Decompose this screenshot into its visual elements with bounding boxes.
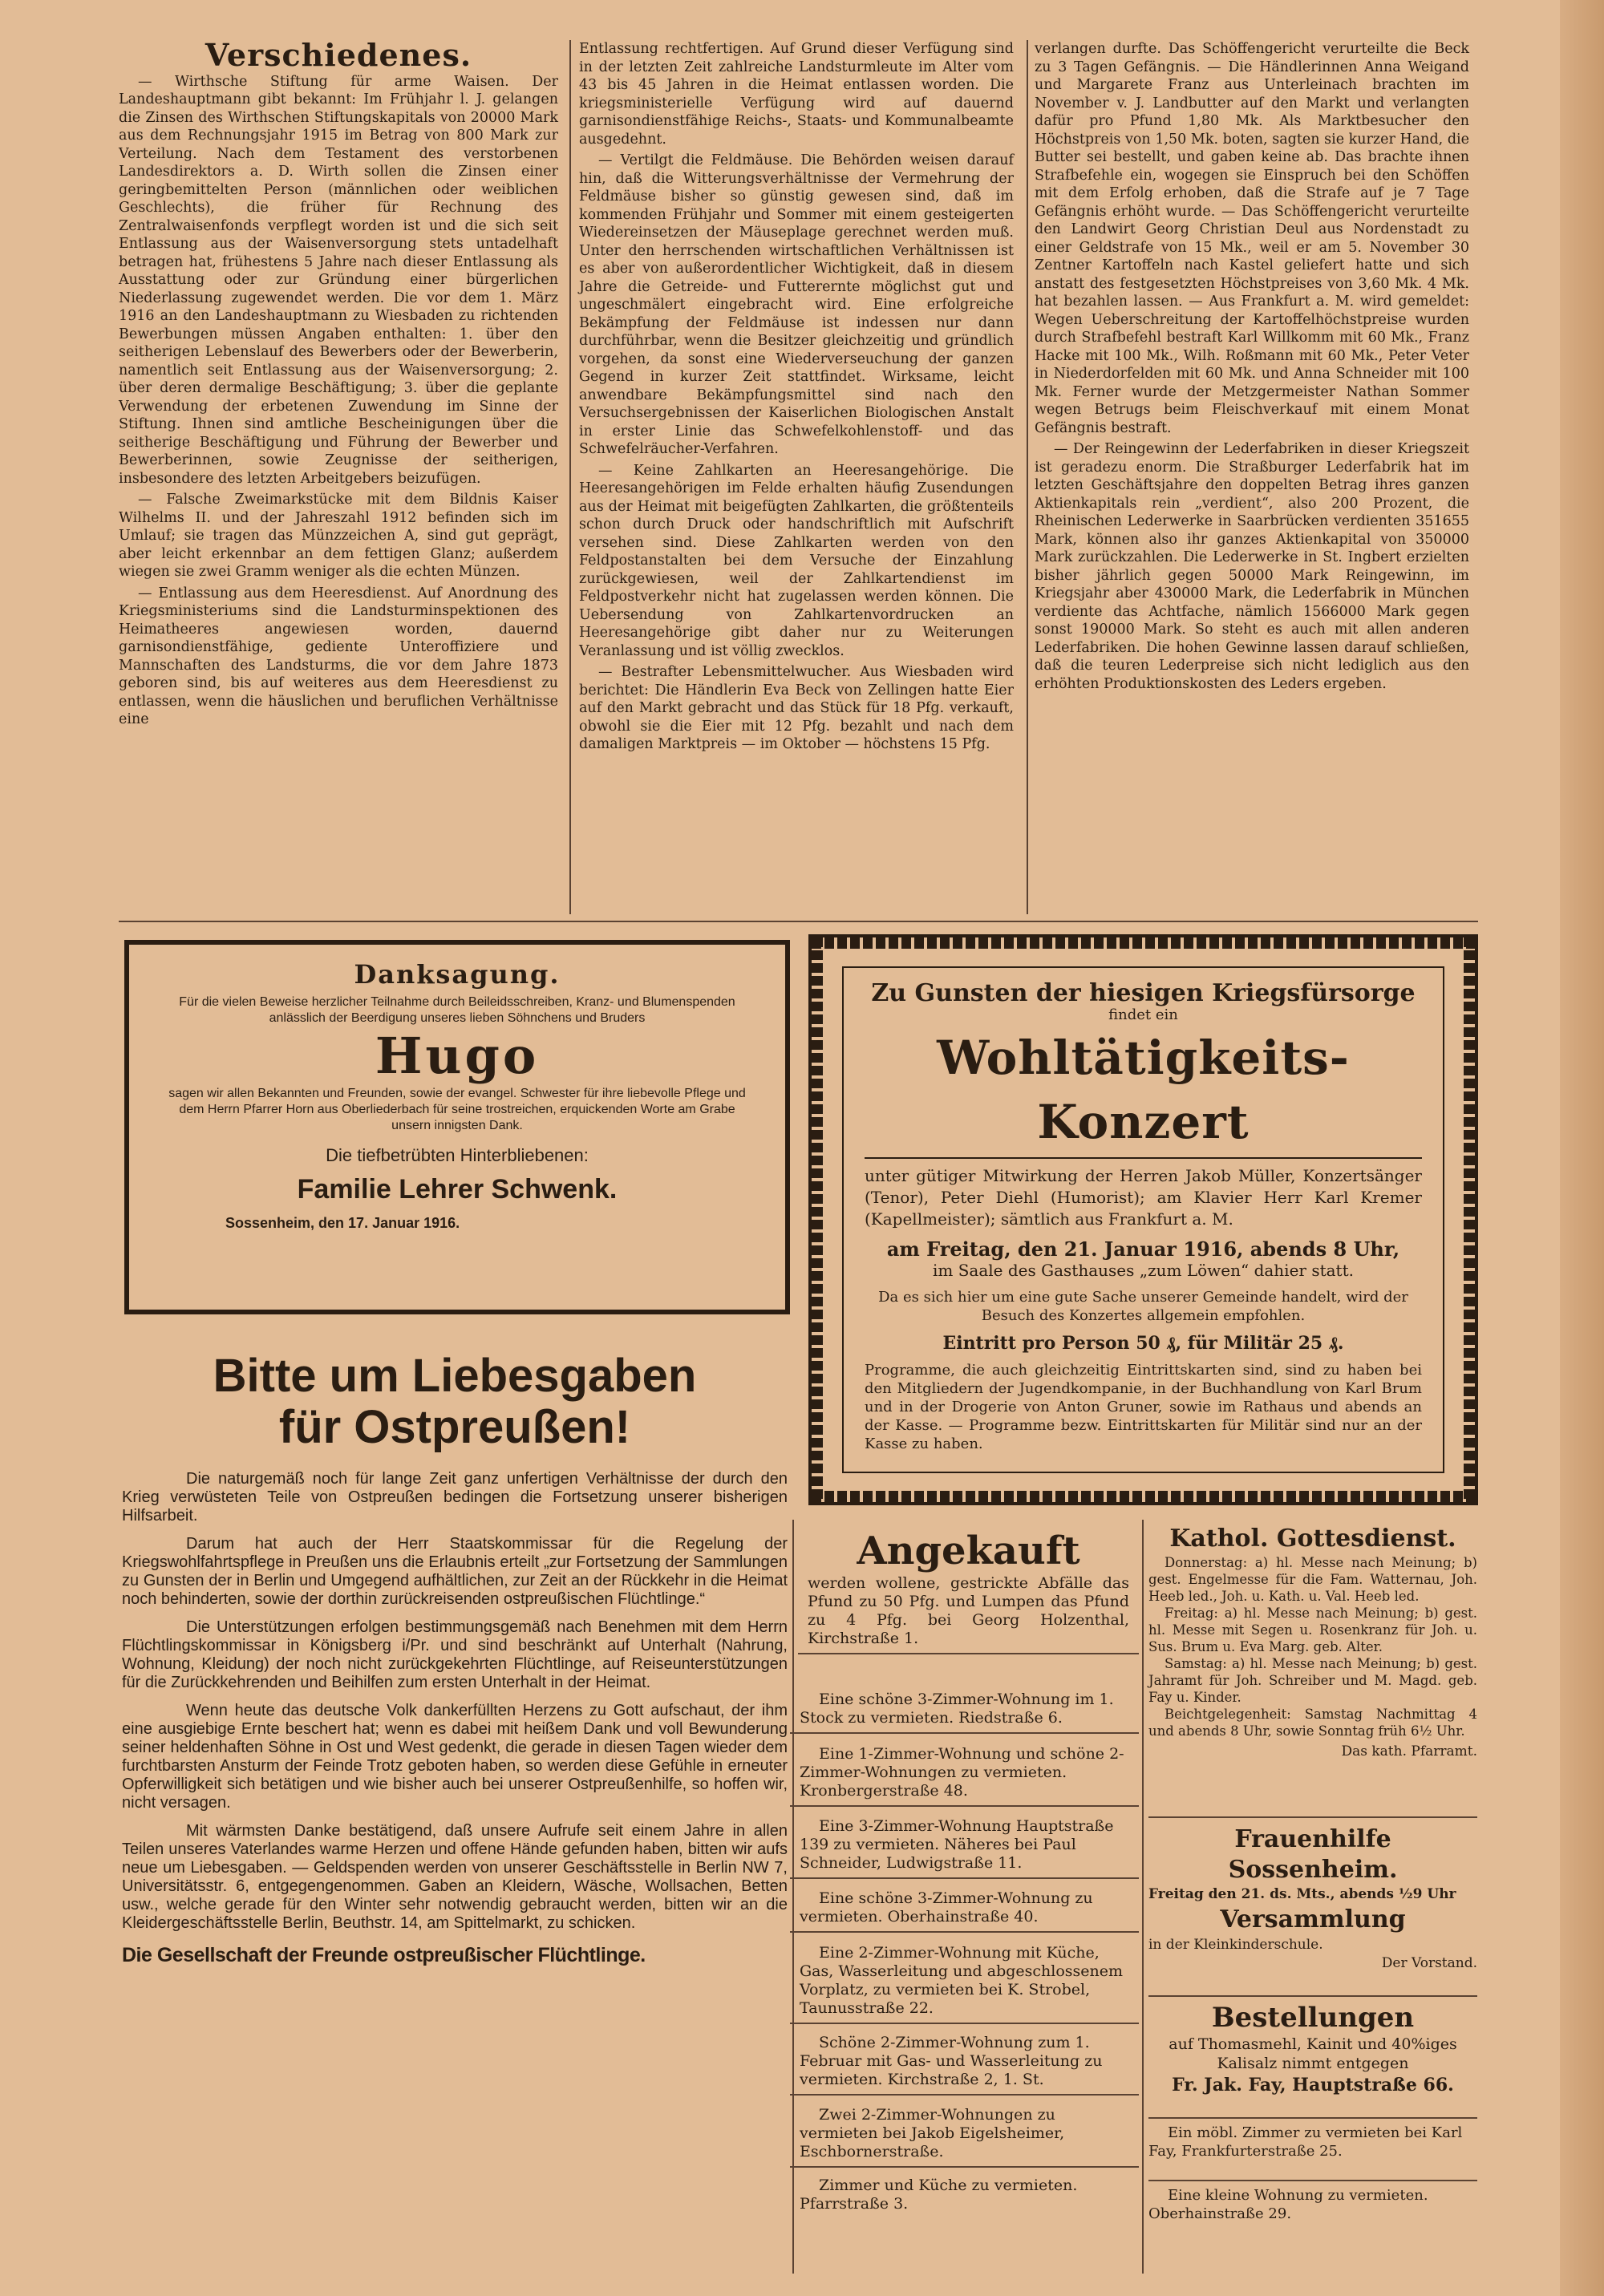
article-entlassung: — Entlassung aus dem Heeresdienst. Auf Anordnung des Kriegsministeriums sind die Landsturminspektionen des Heimatheeres angewiesen worden, dauernd garnisondienstfähige, gediente Unteroffiziere und Mannschaften des Landsturms, die vor dem Jahre 1873 geboren sind, bis auf weiteres aus dem Heeresdienst zu entlassen, wenn die häuslichen und beruflichen Verhältnisse eine [119,585,558,727]
konzert-rule [865,1157,1422,1159]
rental-ad-text: Zimmer und Küche zu vermieten. Pfarrstraße 3. [800,2177,1078,2213]
appeal-para: Darum hat auch der Herr Staatskommissar für die Regelung der Kriegswohlfahrtspflege in Preußen uns die Erlaubnis erteilt „zur Fortsetzung der Sammlungen zu Gunsten der in Berlin und Umgegend aufhältlichen, zur Zeit an der Rückkehr in die Heimat noch behinderten, sowie der dorthin zurückreisenden ostpreußischen Flüchtlinge.“ [122,1535,788,1608]
appeal-para: Die Unterstützungen erfolgen bestimmungsgemäß nach Benehmen mit dem Herrn Flüchtlingskommissar in Königsberg i/Pr. und sind beschränkt auf Unterhalt (Nahrung, Wohnung, Kleidung) der noch nicht zurückgekehrten Flüchtlinge, auf Reiseunterstützungen für die Zurückkehrenden und Beihilfen zum ersten Unterhalt in der Heimat. [122,1618,788,1691]
column-2 [579,40,1014,757]
rental-ad [790,1686,1139,1734]
danksagung-body: sagen wir allen Bekannten und Freunden, sowie der evangel. Schwester für ihre liebevolle Pflege und dem Herrn Pfarrer Horn aus Oberliederbach für seine trostreichen, erquickenden Worte am Grabe unsern innigsten Dank. [168,1087,746,1132]
gottesdienst-sign: Das kath. Pfarramt. [1341,1743,1477,1759]
konzert-programs: Programme, die auch gleichzeitig Eintrittskarten sind, sind zu haben bei den Mitgliedern der Jugendkompanie, in der Buchhandlung von Karl Brum und in der Drogerie von Anton Gruner, sowie im Rathaus und abends an der Kasse. — Programme bezw. Eintrittskarten für Militär sind nur an der Kasse zu haben. [865,1362,1422,1452]
rental-ad-text: Eine 3-Zimmer-Wohnung Hauptstraße 139 zu vermieten. Näheres bei Paul Schneider, Ludwigstraße 11. [800,1817,1114,1872]
appeal-para: Die naturgemäß noch für lange Zeit ganz unfertigen Verhältnisse der durch den Krieg verwüsteten Teile von Ostpreußen bedingen die Fortsetzung unserer bisherigen Hilfsarbeit. [122,1470,788,1525]
rental-ad [790,1939,1139,2024]
angekauft-ad [798,1528,1139,1654]
rental-ad-text: Eine 1-Zimmer-Wohnung und schöne 2-Zimmer-Wohnungen zu vermieten. Kronbergerstraße 48. [800,1745,1124,1800]
konzert-note: Da es sich hier um eine gute Sache unserer Gemeinde handelt, wird der Besuch des Konzertes allgemein empfohlen. [878,1289,1408,1324]
zimmer-ad-text: Ein möbl. Zimmer zu vermieten bei Karl Fay, Frankfurterstraße 25. [1148,2124,1463,2160]
konzert-venue: im Saale des Gasthauses „zum Löwen“ dahier statt. [933,1261,1354,1280]
divider [1148,1995,1477,1997]
gottesdienst-notice [1148,1524,1477,1761]
article-zahlkarten: — Keine Zahlkarten an Heeresangehörige. Die Heeresangehörigen im Felde erhalten häufig Zusendungen aus der Heimat mit beigefügten Zahlkarten, die größtenteils schon durch Druck oder handschriftlich mit Aufschrift versehen sind. Diese Zahlkarten werden von den Feldpostanstalten bei dem Versuche der Einzahlung zurückgewiesen, weil der Zahlkartendienst im Feldpostverkehr nicht hat zugelassen werden können. Die Uebersendung von Zahlkartenvordrucken an Heeresangehörige gibt daher nur zu Weiterungen Veranlassung und ist völlig zwecklos. [579,462,1014,659]
frauenhilfe-notice [1148,1824,1477,1973]
service-item: Samstag: a) hl. Messe nach Meinung; b) gest. Jahramt für Joh. Schreiber und M. Magd. geb. Fay u. Kinder. [1148,1656,1477,1705]
konzert-ad [808,934,1478,1505]
danksagung-title: Danksagung. [354,959,561,990]
appeal-title-2: für Ostpreußen! [278,1401,631,1453]
rental-ad [790,1812,1139,1879]
column-1 [119,37,558,732]
rental-ad [790,2101,1139,2168]
border-ornament [1464,937,1475,1502]
mourners-line: Die tiefbetrübten Hinterbliebenen: [326,1145,589,1165]
service-item: Beichtgelegenheit: Samstag Nachmittag 4 und abends 8 Uhr, sowie Sonntag früh 6½ Uhr. [1148,1707,1477,1739]
appeal-ad [122,1351,788,1967]
gottesdienst-title: Kathol. Gottesdienst. [1169,1525,1456,1553]
konzert-inner [842,966,1444,1473]
zimmer-ad [1148,2124,1477,2160]
danksagung-intro: Für die vielen Beweise herzlicher Teilnahme durch Beileidsschreiben, Kranz- und Blumenspenden anlässlich der Beerdigung unseres lieben Söhnchens und Bruders [179,995,735,1025]
appeal-signature: Die Gesellschaft der Freunde ostpreußischer Flüchtlinge. [122,1944,646,1966]
konzert-line1: Zu Gunsten der hiesigen Kriegsfürsorge [871,979,1416,1007]
column-rule [1027,40,1028,914]
frauenhilfe-place: in der Kleinkinderschule. [1148,1937,1323,1953]
frauenhilfe-sign: Der Vorstand. [1381,1955,1477,1971]
column-3 [1035,40,1469,696]
bestellungen-text: auf Thomasmehl, Kainit und 40%iges Kalisalz nimmt entgegen [1169,2035,1457,2072]
frauenhilfe-title: Frauenhilfe Sossenheim. [1228,1825,1398,1884]
rental-ad-text: Zwei 2-Zimmer-Wohnungen zu vermieten bei Jakob Eigelsheimer, Eschbornerstraße. [800,2106,1065,2160]
place-date: Sossenheim, den 17. Januar 1916. [225,1215,460,1231]
appeal-para: Mit wärmsten Danke bestätigend, daß unsere Aufrufe seit einem Jahre in allen Teilen unseres Vaterlandes warme Herzen und offene Hände gefunden haben, bitten wir aufs neue um Liebesgaben. — Geldspenden werden von unserer Geschäftsstelle in Berlin NW 7, Universitätsstr. 6, entgegengenommen. Gaben an Kleidern, Wäsche, Wollsachen, Betten usw., welche gerade für den Winter sehr notwendig gebraucht werden, bitten wir an die Kleidergeschäftsstelle Berlin, Beuthstr. 14, am Spittelmarkt, zu schicken. [122,1822,788,1932]
border-ornament [812,1491,1475,1502]
wohnung-ad [1148,2186,1477,2223]
page-edge [1560,0,1604,2296]
rental-ad [790,1740,1139,1807]
bestellungen-ad [1148,2001,1477,2097]
section-divider [119,921,1478,922]
angekauft-text: werden wollene, gestrickte Abfälle das Pfund zu 50 Pfg. und Lumpen das Pfund zu 4 Pfg. bei Georg Holzenthal, Kirchstraße 1. [808,1574,1129,1647]
divider [1148,1816,1477,1818]
bestellungen-name: Fr. Jak. Fay, Hauptstraße 66. [1172,2075,1454,2096]
frauenhilfe-event: Versammlung [1220,1905,1406,1934]
konzert-performers: unter gütiger Mitwirkung der Herren Jakob Müller, Konzertsänger (Tenor), Peter Diehl (Humorist); am Klavier Herr Karl Kremer (Kapellmeister); sämtlich aus Frankfurt a. M. [865,1166,1422,1229]
konzert-title: Wohltätigkeits-Konzert [937,1031,1350,1149]
rental-ad [790,1885,1139,1933]
appeal-body [122,1470,788,1933]
column-rule [1142,1520,1144,2274]
konzert-date: am Freitag, den 21. Januar 1916, abends 8 Uhr, [886,1237,1400,1261]
appeal-para: Wenn heute das deutsche Volk dankerfüllten Herzens zu Gott aufschaut, der ihm eine ausgiebige Ernte beschert hat; wenn es dabei mit heißem Dank und voll Bewunderung seiner heldenhaften Söhne in Ost und West gedenkt, die gerade in diesen Tagen wieder dem furchtbarsten Ansturm der Feinde Trotz geboten haben, so werden diese Gefühle in erneuter Opferwilligkeit sich betätigen und wie bisher auch bei unserer Ostpreußenhilfe, so hoffen wir, nicht versagen. [122,1702,788,1812]
angekauft-title: Angekauft [857,1529,1080,1573]
wohnung-ad-text: Eine kleine Wohnung zu vermieten. Oberhainstraße 29. [1148,2187,1428,2222]
appeal-title-1: Bitte um Liebesgaben [213,1350,697,1402]
column-rule [569,40,571,914]
konzert-entry: Eintritt pro Person 50 ₰, für Militär 25 ₰. [942,1333,1344,1354]
article-lederfabriken: — Der Reingewinn der Lederfabriken in dieser Kriegszeit ist geradezu enorm. Die Straßburger Lederfabrik hat im letzten Geschäftsjahre den doppelten Betrag ihres ganzen Aktienkapitals rein „verdient“, also 200 Prozent, die Rheinischen Lederwerke in Saarbrücken verdienten 351655 Mark, können also ihr ganzes Aktienkapital von 350000 Mark zurückzahlen. Die Lederwerke in St. Ingbert erzielten bisher jährlich gegen 50000 Mark Reingewinn, im Kriegsjahr aber 430000 Mark, die Lederfabrik in München verdiente das Achtfache, nämlich 1566000 Mark gegen sonst 190000 Mark. So steht es auch mit allen anderen Lederfabriken. Die hohen Gewinne lassen darauf schließen, daß die teuren Lederpreise sich nicht lediglich aus den erhöhten Produktionskosten des Leders ergeben. [1035,441,1469,692]
border-ornament [812,937,1475,949]
divider [1148,2180,1477,2181]
article-entlassung-cont: Entlassung rechtfertigen. Auf Grund dieser Verfügung sind in der letzten Zeit zahlreiche Landsturmleute im Alter vom 43 bis 45 Jahren in die Heimat entlassen worden. Die kriegsministerielle Verfügung wird auf dauernd garnisondienstfähige Reichs-, Staats- und Kommunalbeamte ausgedehnt. [579,41,1014,148]
rental-ad [790,2029,1139,2096]
service-item: Donnerstag: a) hl. Messe nach Meinung; b) gest. Engelmesse für die Fam. Watternau, Joh. Heeb led., Joh. u. Kath. u. Val. Heeb led. [1148,1555,1477,1604]
bestellungen-title: Bestellungen [1211,2002,1415,2034]
article-wucher-cont: verlangen durfte. Das Schöffengericht verurteilte die Beck zu 3 Tagen Gefängnis. — Die Händlerinnen Anna Weigand und Margarete Franz aus Unterleinach brachten im November v. J. Landbutter auf den Markt und verlangten dafür pro Pfund 1,80 Mk. Als Marktbesucher den Höchstpreis von 1,50 Mk. boten, sagten sie kurzer Hand, die Butter sei bestellt, und gaben keine ab. Das brachte ihnen Strafbefehle ein, wogegen sie Einspruch bei den Schöffen mit dem Erfolg erhoben, daß die Strafe auf je 7 Tage Gefängnis erhöht wurde. — Das Schöffengericht verurteilte den Landwirt Georg Christian Deul aus Nordenstadt zu einer Geldstrafe von 15 Mk., weil er am 5. November 30 Zentner Kartoffeln nach Kastel geliefert hatte und sich anstatt des festgesetzten Höchstpreises von 3,60 Mk. 4 Mk. hat bezahlen lassen. — Aus Frankfurt a. M. wird gemeldet: Wegen Ueberschreitung der Kartoffelhöchstpreise wurden durch Strafbefehl bestraft Karl Willkomm mit 60 Mk., Franz Hacke mit 100 Mk., Wilh. Roßmann mit 60 Mk., Peter Veter in Niederdorfelden mit 60 Mk. und Anna Schneider mit 100 Mk. Ferner wurde der Metzgermeister Nathan Sommer wegen Betrugs beim Fleischverkauf mit einem Monat Gefängnis bestraft. [1035,41,1469,436]
article-stiftung: — Wirthsche Stiftung für arme Waisen. Der Landeshauptmann gibt bekannt: Im Frühjahr l. J. gelangen die Zinsen des Wirthschen Stiftungskapitals von 20000 Mark aus dem Rechnungsjahr 1915 im Betrag von 800 Mark zur Verteilung. Nach dem Testament des verstorbenen Landesdirektors a. D. Wirth sollen die Zinsen einer geringbemittelten Person (männlichen oder weiblichen Geschlechts), die früher für Rechnung des Zentralwaisenfonds verpflegt worden ist und die sich seit Entlassung aus der Waisenversorgung stets untadelhaft betragen hat, frühestens 5 Jahre nach dieser Entlassung als Ausstattung oder zur Gründung einer bürgerlichen Niederlassung zugewendet werden. Die vor dem 1. März 1916 an den Landeshauptmann zu Wiesbaden zu richtenden Bewerbungen müssen Angaben enthalten: 1. über den seitherigen Lebenslauf des Bewerbers oder der Bewerberin, namentlich seit Entlassung aus der Waisenversorgung; 2. über deren dermalige Beschäftigung; 3. über die geplante Verwendung der erbetenen Zuwendung im Sinne der Stiftung. Ihnen sind amtliche Bescheinigungen über die seitherige Beschäftigung und Führung der Bewerber und Bewerberinnen, sowie Zeugnisse der seitherigen, insbesondere des letzten Arbeitgebers beizufügen. [119,73,558,487]
konzert-line2: findet ein [1108,1006,1178,1023]
section-heading: Verschiedenes. [205,37,472,73]
deceased-name: Hugo [375,1027,540,1085]
service-item: Freitag: a) hl. Messe nach Meinung; b) gest. hl. Messe mit Segen u. Rosenkranz für Joh. u. Sus. Brum u. Eva Marg. geb. Alter. [1148,1606,1477,1654]
article-feldmaeuse: — Vertilgt die Feldmäuse. Die Behörden weisen darauf hin, daß die Witterungsverhältnisse der Vermehrung der Feldmäuse bisher so günstig gewesen sind, daß im kommenden Frühjahr und Sommer mit einem gesteigerten Wiedereinsetzen der Mäuseplage gerechnet werden muß. Unter den herrschenden wirtschaftlichen Verhältnissen ist es aber von außerordentlicher Wichtigkeit, daß in diesem Jahre die Getreide- und Futterernte möglichst gut und ungeschmälert eingebracht wird. Eine erfolgreiche Bekämpfung der Feldmäuse ist indessen nur dann durchführbar, wenn die Besitzer gleichzeitig und gründlich vorgehen, da sonst eine Wiederverseuchung der ganzen Gegend in kurzer Zeit stattfindet. Wirksame, leicht anwendbare Bekämpfungsmittel sind nach den Versuchsergebnissen der Kaiserlichen Biologischen Anstalt in erster Linie das Schwefelkohlenstoff- und das Schwefelräucher-Verfahren. [579,152,1014,457]
rental-ad-text: Eine schöne 3-Zimmer-Wohnung zu vermieten. Oberhainstraße 40. [800,1889,1093,1925]
family-name: Familie Lehrer Schwenk. [297,1174,618,1205]
rental-ad-text: Schöne 2-Zimmer-Wohnung zum 1. Februar mit Gas- und Wasserleitung zu vermieten. Kirchstraße 2, 1. St. [800,2034,1103,2088]
rental-ad [790,2172,1139,2218]
border-ornament [812,937,823,1502]
article-zweimarkstuecke: — Falsche Zweimarkstücke mit dem Bildnis Kaiser Wilhelms II. und der Jahreszahl 1912 befinden sich im Umlauf; sie tragen das Münzzeichen A, sind gut geprägt, aber leicht erkennbar an dem fettigen Glanz; außerdem wiegen sie zwei Gramm weniger als die echten Münzen. [119,492,558,580]
divider [1148,2117,1477,2119]
article-wucher: — Bestrafter Lebensmittelwucher. Aus Wiesbaden wird berichtet: Die Händlerin Eva Beck von Zellingen hatte Eier auf den Markt gebracht und das Stück für 18 Pfg. verkauft, obwohl sie die Eier mit 12 Pfg. bezahlt und nach dem damaligen Marktpreis — im Oktober — höchstens 15 Pfg. [579,664,1014,752]
frauenhilfe-date: Freitag den 21. ds. Mts., abends ½9 Uhr [1148,1886,1456,1902]
gottesdienst-items [1148,1554,1477,1739]
rental-ad-text: Eine schöne 3-Zimmer-Wohnung im 1. Stock zu vermieten. Riedstraße 6. [800,1691,1114,1727]
rental-ad-text: Eine 2-Zimmer-Wohnung mit Küche, Gas, Wasserleitung und abgeschlossenem Vorplatz, zu vermieten bei K. Strobel, Taunusstraße 22. [800,1944,1124,2017]
danksagung-ad [124,940,790,1314]
